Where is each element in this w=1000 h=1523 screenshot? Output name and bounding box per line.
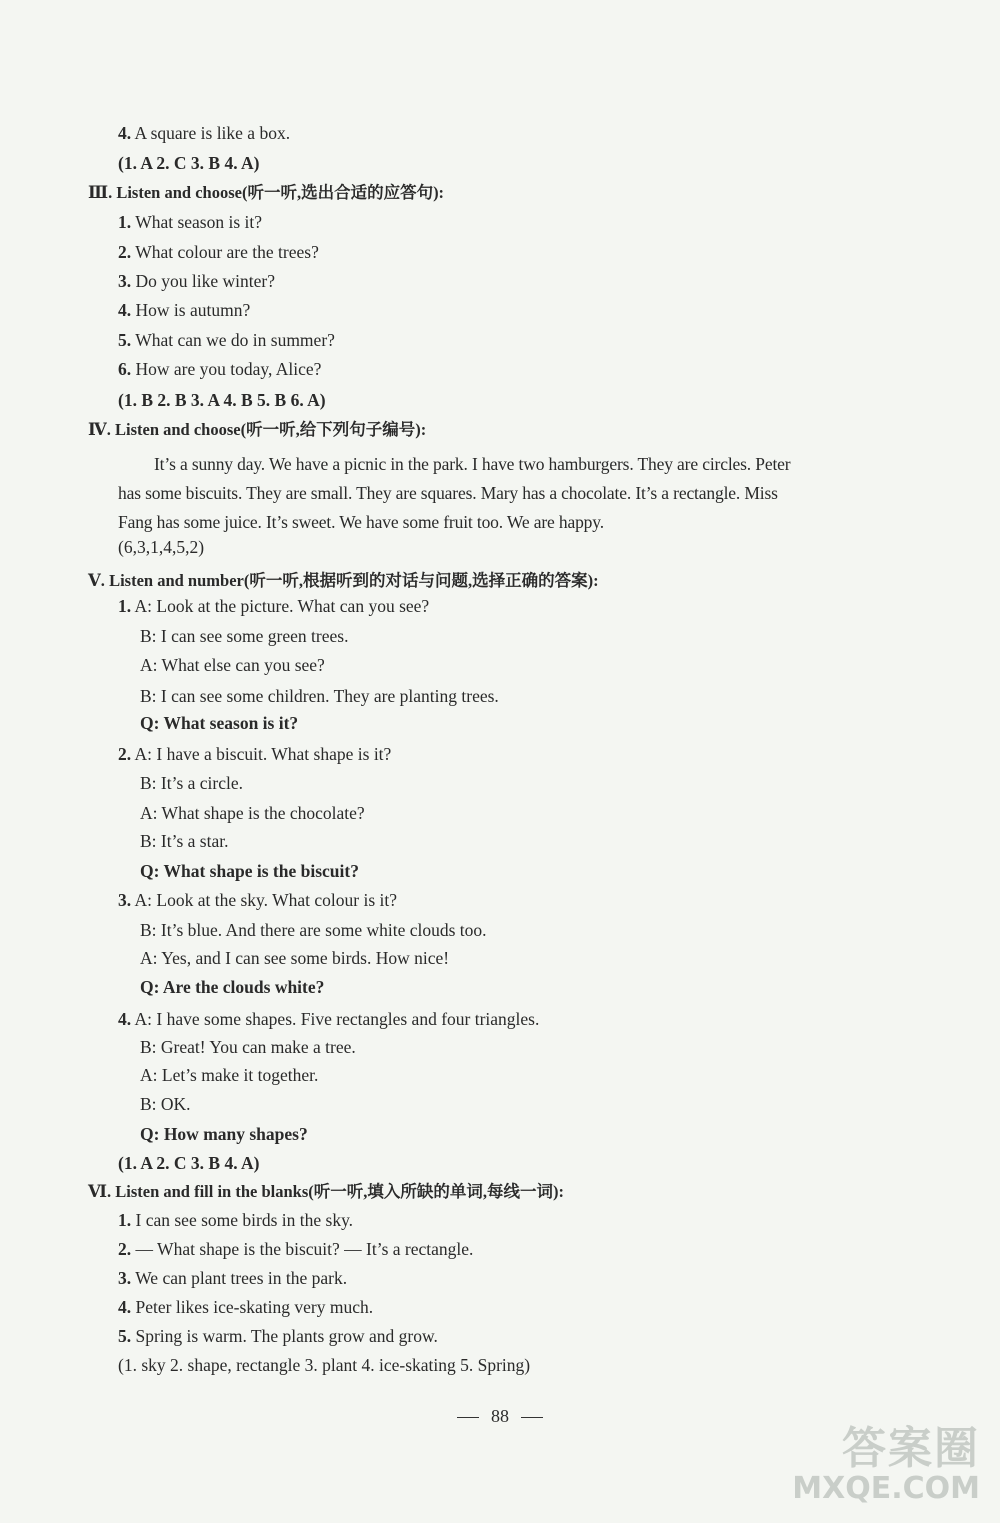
watermark-logo: 答案圈 MXQE.COM (792, 1423, 980, 1506)
dialog-question: Q: What season is it? (140, 713, 299, 733)
list-item: 1. What season is it? (118, 212, 263, 232)
dialog-question: Q: Are the clouds white? (140, 977, 325, 997)
dialog-line: 3. A: Look at the sky. What colour is it? (118, 890, 397, 910)
section-heading: Ⅲ. Listen and choose(听一听,选出合适的应答句): (88, 183, 445, 202)
answer-key: (1. A 2. C 3. B 4. A) (118, 1153, 260, 1173)
list-item: 5. What can we do in summer? (118, 330, 335, 350)
dialog-line: B: I can see some green trees. (140, 626, 349, 646)
answer-key: (1. B 2. B 3. A 4. B 5. B 6. A) (118, 390, 326, 410)
paragraph-line: It’s a sunny day. We have a picnic in the park. I have two hamburgers. They are circles. Peter (154, 454, 791, 474)
dialog-line: 1. A: Look at the picture. What can you see? (118, 596, 430, 616)
section-heading: Ⅴ. Listen and number(听一听,根据听到的对话与问题,选择正确的答案): (88, 571, 599, 590)
dialog-line: A: Yes, and I can see some birds. How nice! (140, 948, 450, 968)
answer-key: (1. A 2. C 3. B 4. A) (118, 153, 260, 173)
section-heading: Ⅵ. Listen and fill in the blanks(听一听,填入所缺的单词,每线一词): (88, 1182, 564, 1201)
answer-key: (1. sky 2. shape, rectangle 3. plant 4. ice-skating 5. Spring) (118, 1355, 531, 1375)
divider (457, 1417, 479, 1418)
answer-key: (6,3,1,4,5,2) (118, 537, 205, 557)
dialog-line: B: It’s a star. (140, 831, 229, 851)
dialog-line: 2. A: I have a biscuit. What shape is it? (118, 744, 392, 764)
dialog-question: Q: What shape is the biscuit? (140, 861, 359, 881)
list-item: 3. Do you like winter? (118, 271, 275, 291)
list-item: 2. What colour are the trees? (118, 242, 319, 262)
divider (521, 1417, 543, 1418)
dialog-question: Q: How many shapes? (140, 1124, 308, 1144)
dialog-line: A: What shape is the chocolate? (140, 803, 365, 823)
list-item: 4. How is autumn? (118, 300, 251, 320)
dialog-line: B: Great! You can make a tree. (140, 1037, 356, 1057)
section-heading: Ⅳ. Listen and choose(听一听,给下列句子编号): (88, 420, 427, 439)
dialog-line: A: What else can you see? (140, 655, 325, 675)
dialog-line: B: OK. (140, 1094, 191, 1114)
list-item: 5. Spring is warm. The plants grow and grow. (118, 1326, 438, 1346)
dialog-line: B: I can see some children. They are planting trees. (140, 686, 499, 706)
list-item: 4. A square is like a box. (118, 123, 291, 143)
dialog-line: 4. A: I have some shapes. Five rectangles and four triangles. (118, 1009, 540, 1029)
dialog-line: B: It’s a circle. (140, 773, 244, 793)
list-item: 6. How are you today, Alice? (118, 359, 322, 379)
paragraph-line: Fang has some juice. It’s sweet. We have some fruit too. We are happy. (118, 512, 604, 532)
list-item: 3. We can plant trees in the park. (118, 1268, 348, 1288)
dialog-line: B: It’s blue. And there are some white clouds too. (140, 920, 487, 940)
paragraph-line: has some biscuits. They are small. They are squares. Mary has a chocolate. It’s a rectangle. Miss (118, 483, 778, 503)
list-item: 4. Peter likes ice-skating very much. (118, 1297, 374, 1317)
list-item: 1. I can see some birds in the sky. (118, 1210, 354, 1230)
dialog-line: A: Let’s make it together. (140, 1065, 319, 1085)
list-item: 2. — What shape is the biscuit? — It’s a rectangle. (118, 1239, 474, 1259)
page-number: 88 (400, 1404, 600, 1428)
